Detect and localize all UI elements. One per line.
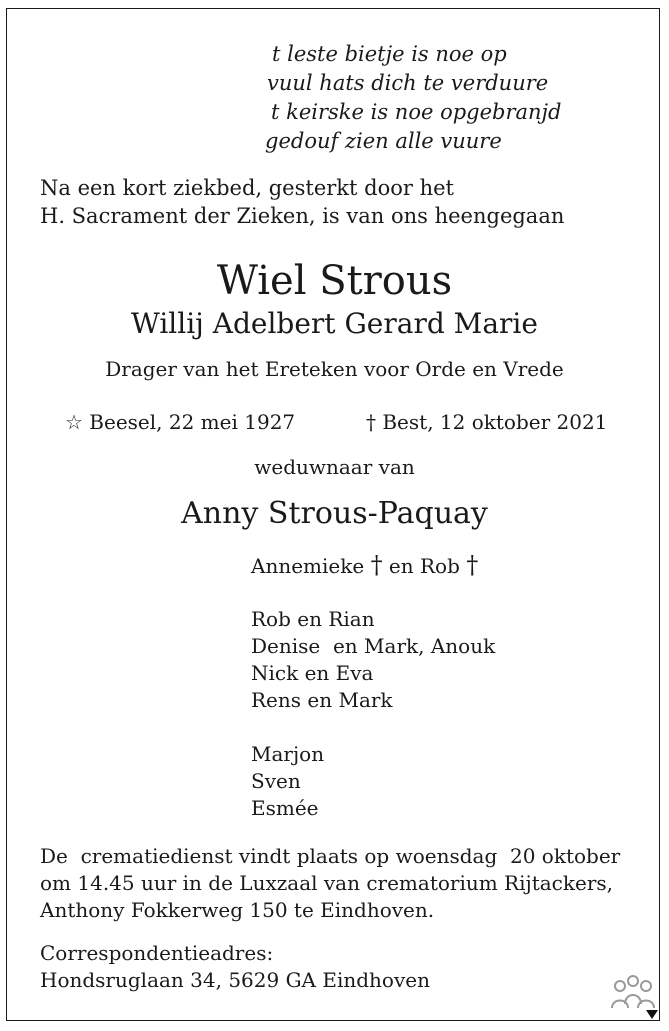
deceased-name: Wiel Strous	[216, 258, 453, 304]
grandchild-line: Denise en Mark, Anouk	[251, 634, 496, 658]
down-arrow-icon	[646, 1010, 658, 1019]
widower-label: weduwnaar van	[254, 455, 415, 479]
service-line-2: om 14.45 uur in de Luxzaal van crematorium Rijtackers,	[40, 871, 614, 895]
deceased-honor: Drager van het Ereteken voor Orde en Vrede	[105, 357, 564, 381]
grandchild-line: Rob en Rian	[251, 607, 375, 631]
service-line-1: De crematiedienst vindt plaats op woensdag 20 oktober	[40, 844, 621, 868]
poem-line-4: gedouf zien alle vuure	[265, 129, 502, 153]
child-name-1: Annemieke	[251, 554, 365, 578]
grandchild-line: Rens en Mark	[251, 688, 393, 712]
great-grandchild-line: Esmée	[251, 796, 319, 820]
intro-line-2: H. Sacrament der Zieken, is van ons heengegaan	[40, 204, 565, 228]
deceased-full-names: Willij Adelbert Gerard Marie	[131, 307, 538, 340]
death-text: Best, 12 oktober 2021	[382, 410, 608, 434]
child-joiner: en Rob	[388, 554, 460, 578]
birth-text: Beesel, 22 mei 1927	[89, 410, 296, 434]
children-line	[251, 552, 478, 579]
poem-line-2: vuul hats dich te verduure	[267, 71, 549, 95]
poem-line-3: t keirske is noe opgebranjd	[271, 100, 562, 124]
great-grandchild-line: Sven	[251, 769, 301, 793]
service-line-3: Anthony Fokkerweg 150 te Eindhoven.	[40, 898, 435, 922]
cross-icon: †	[466, 551, 479, 579]
poem-line-1: t leste bietje is noe op	[272, 42, 507, 66]
publisher-logo	[606, 972, 660, 1020]
grandchild-line: Nick en Eva	[251, 661, 374, 685]
spouse-name: Anny Strous-Paquay	[181, 496, 488, 531]
cross-icon: †	[366, 410, 376, 434]
correspondence-address: Hondsruglaan 34, 5629 GA Eindhoven	[40, 968, 430, 992]
birth-line	[65, 409, 295, 435]
star-icon: ☆	[65, 410, 83, 434]
cross-icon: †	[370, 551, 383, 579]
correspondence-label: Correspondentieadres:	[40, 941, 274, 965]
intro-line-1: Na een kort ziekbed, gesterkt door het	[40, 176, 454, 200]
death-line	[366, 409, 607, 435]
great-grandchild-line: Marjon	[251, 742, 325, 766]
